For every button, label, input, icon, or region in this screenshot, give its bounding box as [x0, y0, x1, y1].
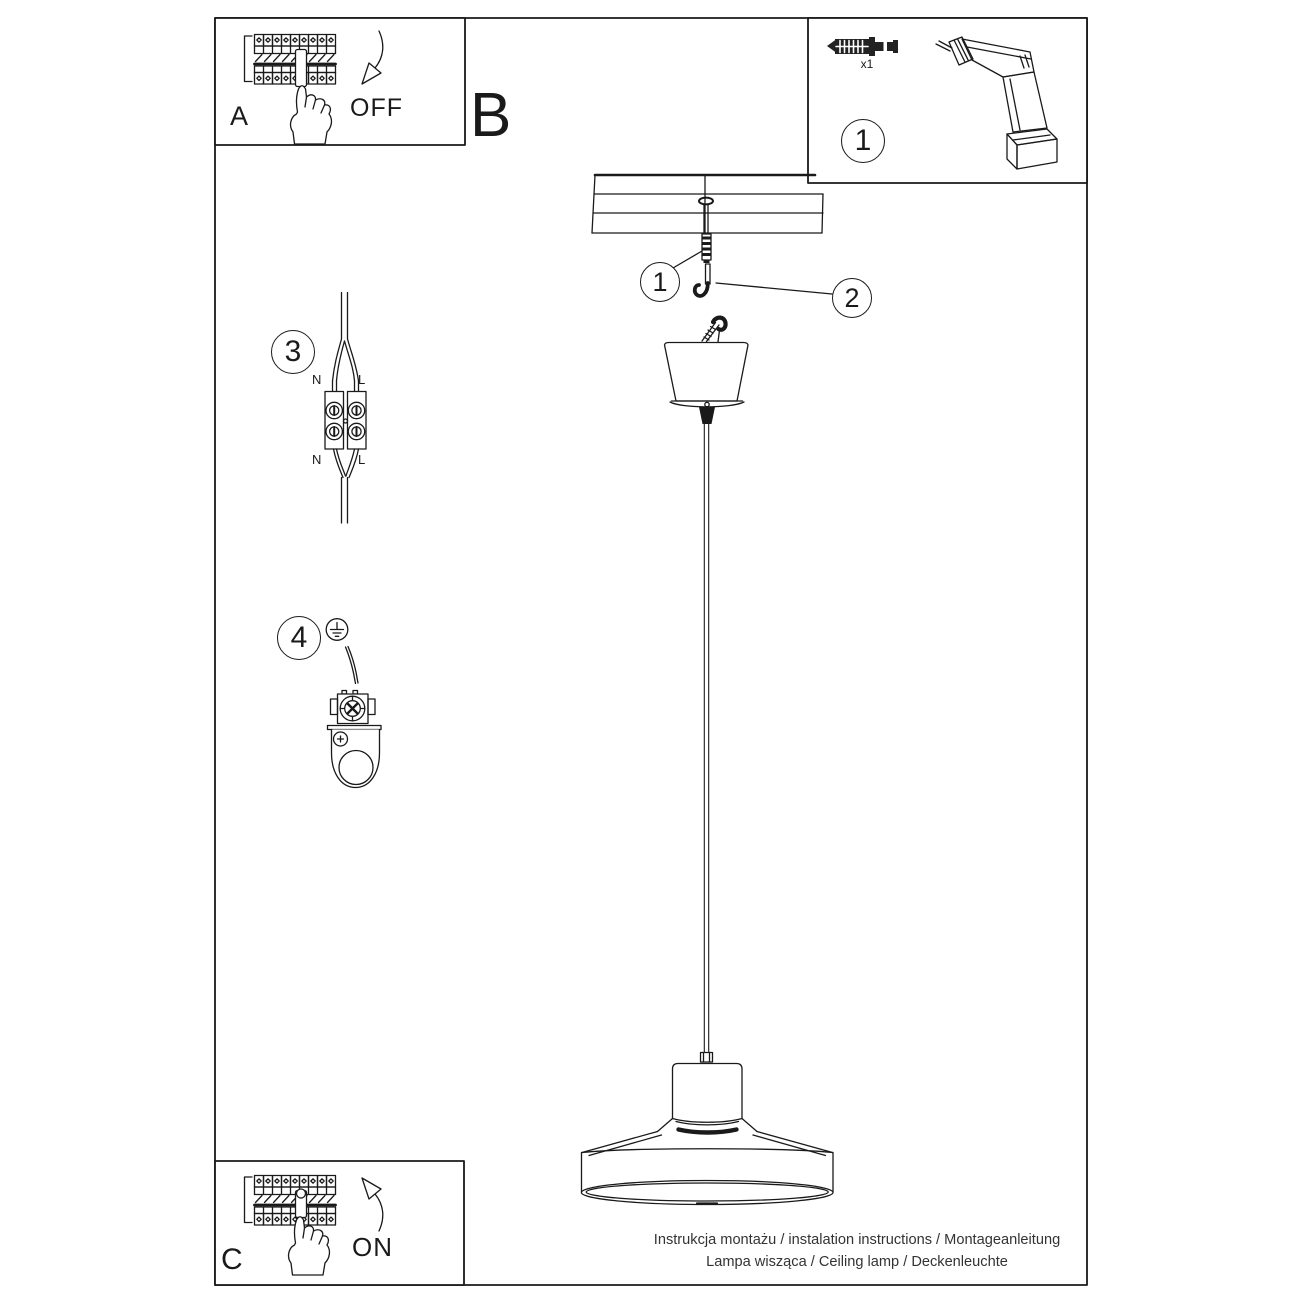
- lamp-shade-drawing: [581, 1064, 833, 1205]
- ceiling-drawing: [592, 175, 823, 233]
- callout-wiring: 3: [271, 330, 315, 374]
- caption-block: [627, 1230, 1087, 1273]
- caption-line-1: Instrukcja montażu / instalation instructions / Montageanleitung: [653, 1232, 1061, 1248]
- callout-hook: 2: [832, 278, 872, 318]
- off-label: OFF: [350, 94, 403, 122]
- hook-icon: [695, 264, 710, 296]
- wire-label-n-top: N: [312, 372, 322, 387]
- anchor-qty-label: x1: [860, 57, 874, 71]
- callout-anchor: 1: [640, 262, 680, 302]
- earth-module-drawing: [326, 619, 381, 788]
- wiring-module-drawing: [325, 293, 366, 524]
- callout-earth: 4: [277, 616, 321, 660]
- section-b-label: B: [470, 81, 512, 150]
- anchor-dowel-icon: [702, 234, 711, 263]
- main-border: [215, 18, 1087, 1285]
- wire-label-l-bottom: L: [358, 452, 366, 467]
- canopy-drawing: [665, 318, 749, 424]
- callout-step-1: 1: [841, 119, 885, 163]
- pendant-cable: [701, 424, 713, 1062]
- caption-line-2: Lampa wisząca / Ceiling lamp / Deckenleuchte: [706, 1253, 1008, 1270]
- on-label: ON: [352, 1232, 393, 1262]
- panel-c-label: C: [221, 1243, 243, 1276]
- panel-a-label: A: [230, 101, 249, 131]
- wire-label-n-bottom: N: [312, 452, 322, 467]
- wire-label-l-top: L: [358, 372, 366, 387]
